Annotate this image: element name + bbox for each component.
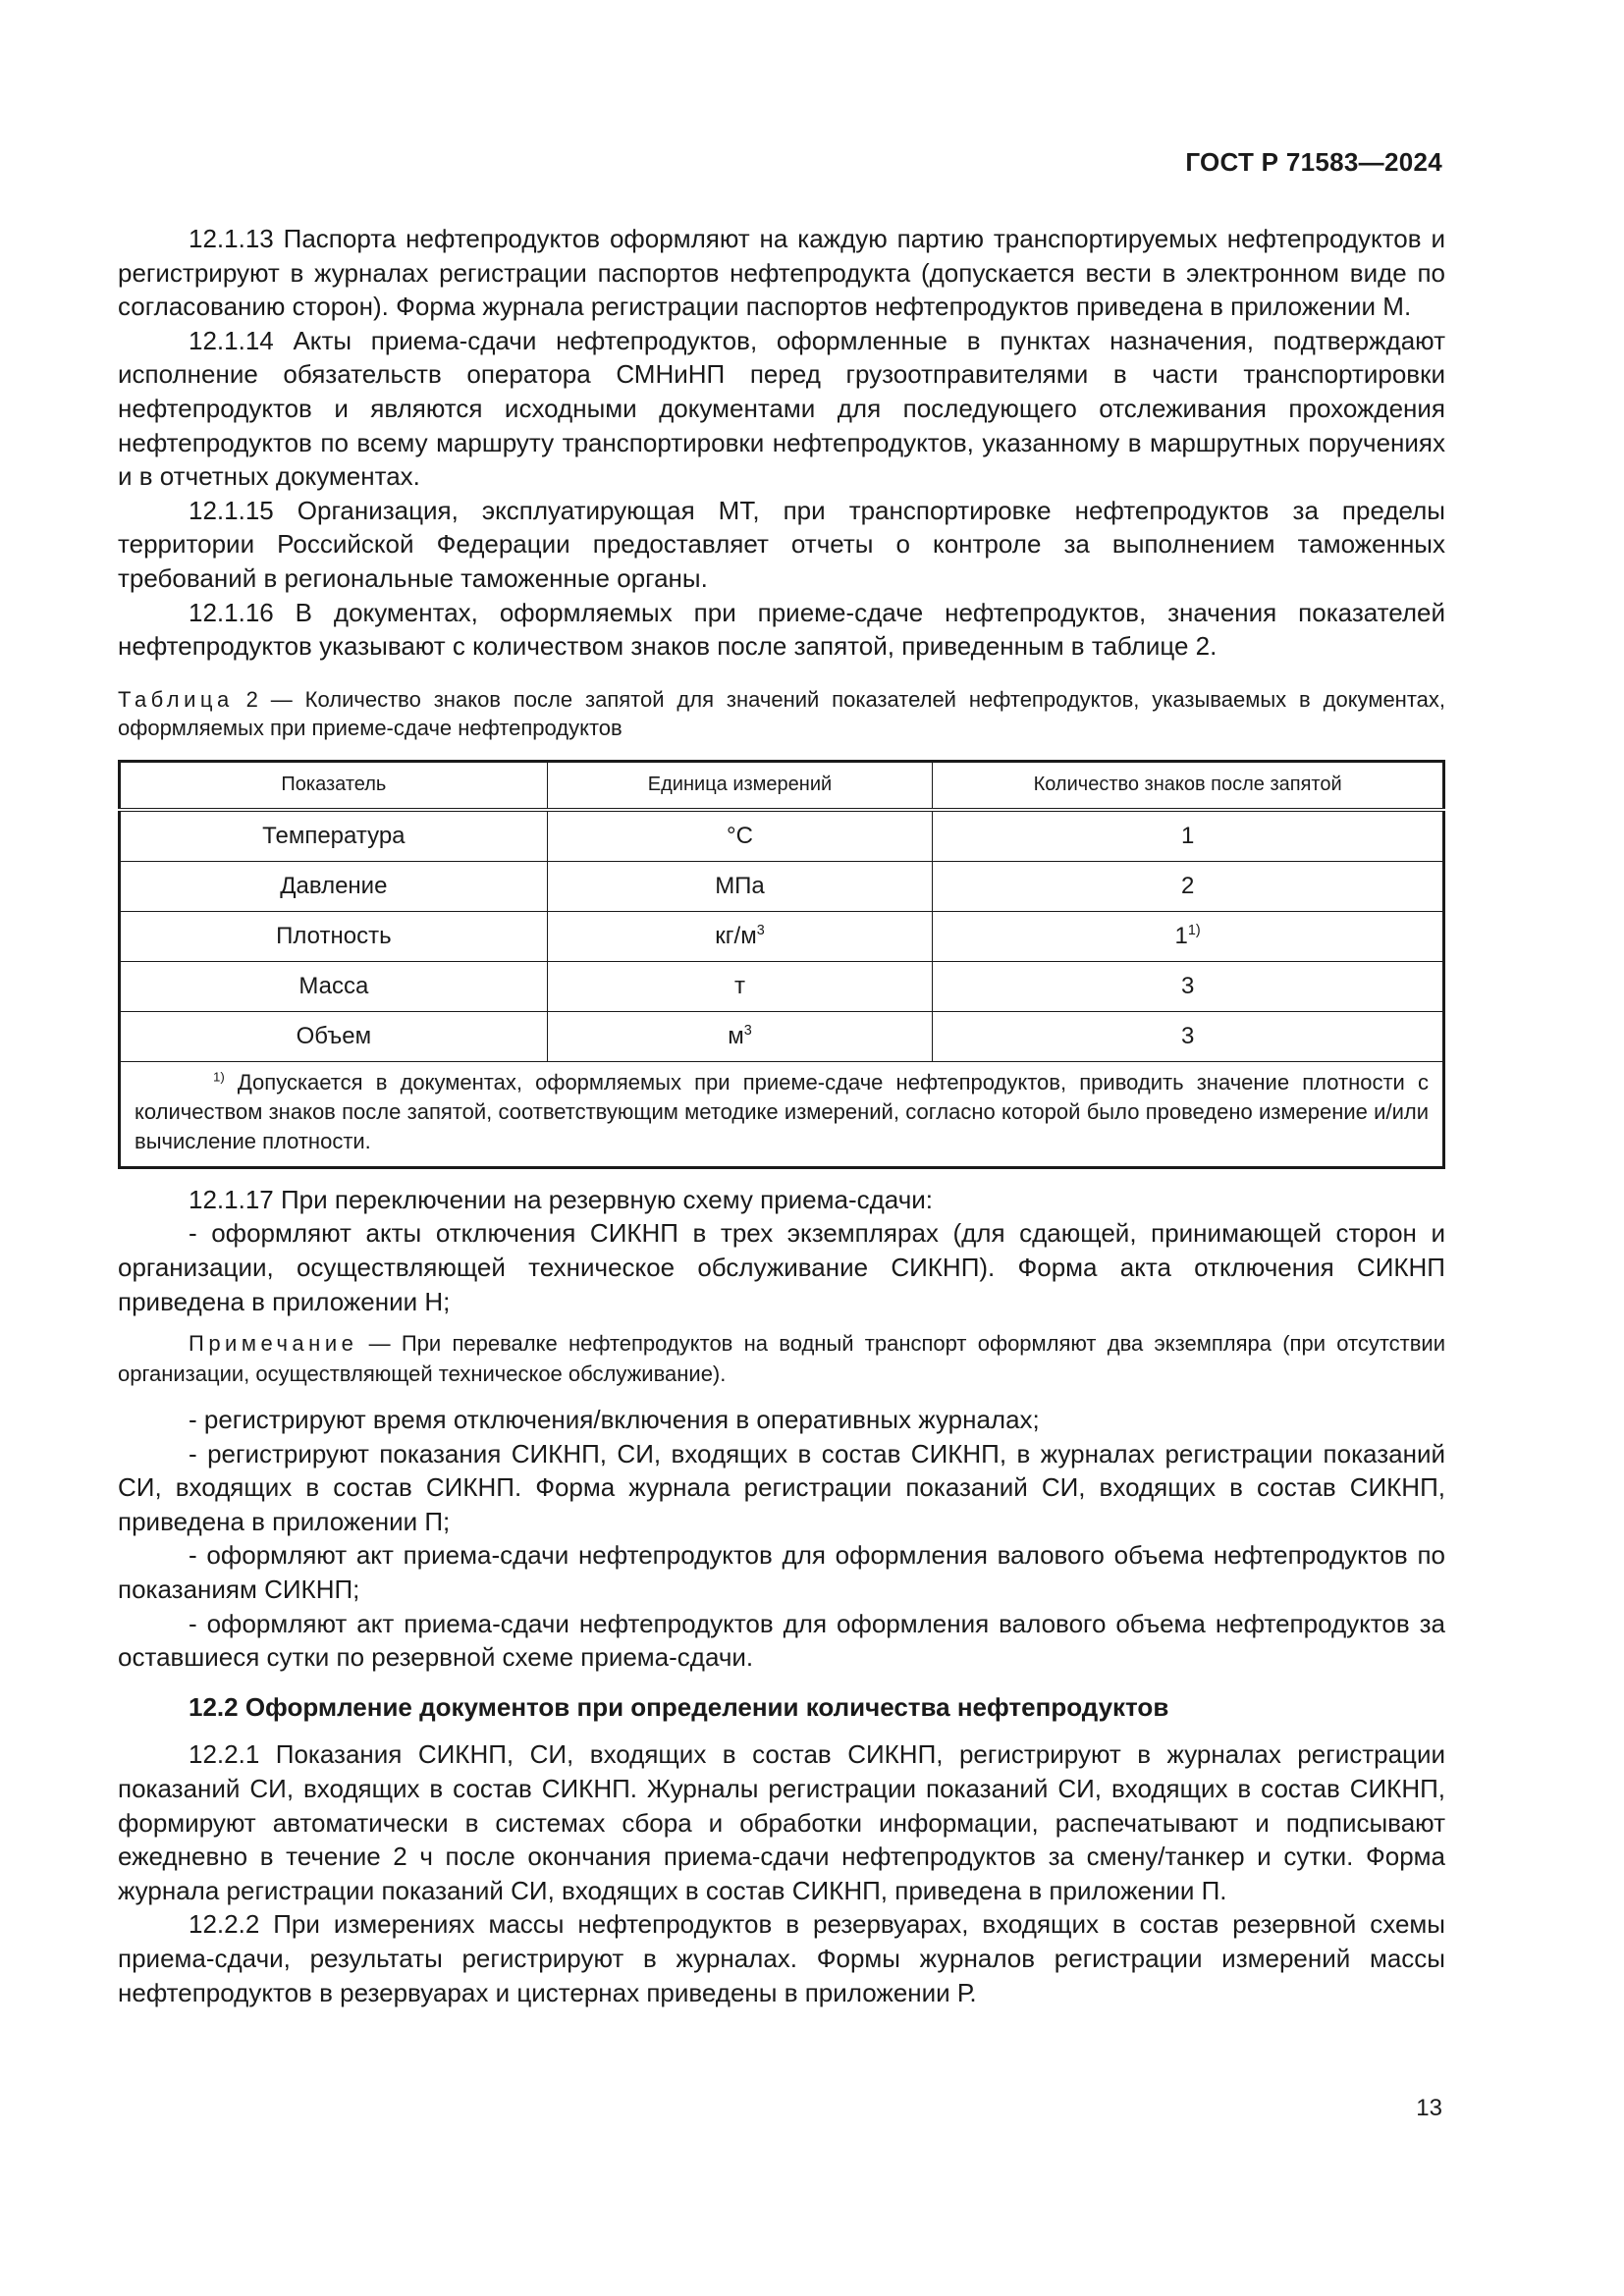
note-text: — При перевалке нефтепродуктов на водный транспорт оформляют два экземпляра (при отсутствии организации, осуществляющей техническое обслуживание). xyxy=(118,1331,1445,1387)
table-row xyxy=(120,1011,1444,1061)
footnote-mark: 1) xyxy=(213,1069,225,1085)
cell-indicator: Температура xyxy=(120,810,548,862)
cell-unit xyxy=(547,961,933,1011)
table-row xyxy=(120,911,1444,961)
cell-digits xyxy=(933,810,1444,862)
list-item: - регистрируют время отключения/включения в оперативных журналах; xyxy=(189,1405,1040,1435)
cell-digits xyxy=(933,961,1444,1011)
table-row xyxy=(120,961,1444,1011)
cell-unit xyxy=(547,810,933,862)
note xyxy=(118,1328,1445,1389)
table-caption-text: 2 — Количество знаков после запятой для значений показателей нефтепродуктов, указываемых в документах, оформляемых при приеме-сдаче нефтепродуктов xyxy=(118,686,1445,740)
page-number: 13 xyxy=(1416,2095,1442,2121)
digits-text: 3 xyxy=(1180,1022,1195,1049)
table-header-row xyxy=(120,761,1444,810)
unit-superscript: 3 xyxy=(743,1022,752,1039)
table-footnote-row xyxy=(120,1061,1444,1167)
paragraph-12-2-2: 12.2.2 При измерениях массы нефтепродуктов в резервуарах, входящих в состав резервной схемы приема-сдачи, результаты регистрируют в журналах. Формы журналов регистрации измерений массы нефтепродуктов в резервуарах и цистернах приведены в приложении Р. xyxy=(118,1909,1445,2007)
cell-indicator: Плотность xyxy=(120,911,548,961)
footnote-text: Допускается в документах, оформляемых при приеме-сдаче нефтепродуктов, приводить значение плотности с количеством знаков после запятой, соответствующим методике измерений, согласно которой было проведено измерение и/или вычисление плотности. xyxy=(135,1069,1429,1153)
list-item: - оформляют акты отключения СИКНП в трех экземплярах (для сдающей, принимающей сторон и организации, осуществляющей техническое обслуживание СИКНП). Форма акта отключения СИКНП приведена в приложении Н; xyxy=(118,1218,1445,1316)
unit-superscript: 3 xyxy=(756,922,765,938)
paragraph-12-1-16: 12.1.16 В документах, оформляемых при приеме-сдаче нефтепродуктов, значения показателей нефтепродуктов указывают с количеством знаков после запятой, приведенным в таблице 2. xyxy=(118,597,1445,662)
paragraph-12-2-1: 12.2.1 Показания СИКНП, СИ, входящих в состав СИКНП, регистрируют в журналах регистрации показаний СИ, входящих в состав СИКНП. Журналы регистрации показаний СИ, входящих в состав СИКНП, формируют автоматически в системах сбора и обработки информации, распечатывают и подписывают ежедневно в течение 2 ч после окончания приема-сдачи нефтепродуктов за смену/танкер и сутки. Форма журнала регистрации показаний СИ, входящих в состав СИКНП, приведена в приложении П. xyxy=(118,1739,1445,1905)
digits-text: 3 xyxy=(1180,972,1195,999)
cell-unit xyxy=(547,861,933,911)
cell-unit xyxy=(547,911,933,961)
section-title-12-2: 12.2 Оформление документов при определении количества нефтепродуктов xyxy=(189,1691,1169,1722)
list-item: - регистрируют показания СИКНП, СИ, входящих в состав СИКНП, в журналах регистрации показаний СИ, входящих в состав СИКНП. Форма журнала регистрации показаний СИ, входящих в состав СИКНП, приведена в приложении П; xyxy=(118,1438,1445,1536)
cell-indicator: Давление xyxy=(120,861,548,911)
cell-indicator: Масса xyxy=(120,961,548,1011)
page-content xyxy=(118,222,1445,2009)
column-header-digits: Количество знаков после запятой xyxy=(933,761,1444,810)
unit-text: т xyxy=(733,972,745,999)
paragraph-12-1-13: 12.1.13 Паспорта нефтепродуктов оформляют на каждую партию транспортируемых нефтепродуктов и регистрируют в журналах регистрации паспортов нефтепродукта (допускается вести в электронном виде по согласованию сторон). Форма журнала регистрации паспортов нефтепродуктов приведена в приложении М. xyxy=(118,224,1445,322)
list-item: - оформляют акт приема-сдачи нефтепродуктов для оформления валового объема нефтепродуктов по показаниям СИКНП; xyxy=(118,1540,1445,1605)
digits-text: 1 xyxy=(1180,822,1195,849)
digits-text: 1 xyxy=(1174,922,1188,949)
digits-text: 2 xyxy=(1180,872,1195,899)
list-item: - оформляют акт приема-сдачи нефтепродуктов для оформления валового объема нефтепродуктов за оставшиеся сутки по резервной схеме приема-сдачи. xyxy=(118,1608,1445,1673)
unit-text: м xyxy=(728,1022,744,1049)
table-row xyxy=(120,861,1444,911)
paragraph-12-1-17: 12.1.17 При переключении на резервную схему приема-сдачи: xyxy=(189,1184,933,1214)
digits-superscript: 1) xyxy=(1187,922,1201,938)
unit-text: МПа xyxy=(715,872,765,899)
table-caption xyxy=(118,685,1445,742)
unit-text: °С xyxy=(727,822,753,849)
column-header-indicator: Показатель xyxy=(120,761,548,810)
paragraph-12-1-15: 12.1.15 Организация, эксплуатирующая МТ, при транспортировке нефтепродуктов за пределы территории Российской Федерации предоставляет отчеты о контроле за выполнением таможенных требований в региональные таможенные органы. xyxy=(118,495,1445,593)
standard-header: ГОСТ Р 71583—2024 xyxy=(1185,147,1442,177)
table-row xyxy=(120,810,1444,862)
cell-digits xyxy=(933,911,1444,961)
table-2 xyxy=(118,760,1445,1169)
table-caption-label: Таблица xyxy=(118,686,234,712)
column-header-unit: Единица измерений xyxy=(547,761,933,810)
cell-indicator: Объем xyxy=(120,1011,548,1061)
paragraph-12-1-14: 12.1.14 Акты приема-сдачи нефтепродуктов, оформленные в пунктах назначения, подтверждают исполнение обязательств оператора СМНиНП перед грузоотправителями в части транспортировки нефтепродуктов и являются исходными документами для последующего отслеживания прохождения нефтепродуктов по всему маршруту транспортировки нефтепродуктов, указанному в маршрутных поручениях и в отчетных документах. xyxy=(118,325,1445,492)
cell-digits xyxy=(933,861,1444,911)
table-footnote xyxy=(120,1061,1444,1167)
unit-text: кг/м xyxy=(715,922,757,949)
cell-unit xyxy=(547,1011,933,1061)
note-label: Примечание xyxy=(189,1331,358,1357)
cell-digits xyxy=(933,1011,1444,1061)
